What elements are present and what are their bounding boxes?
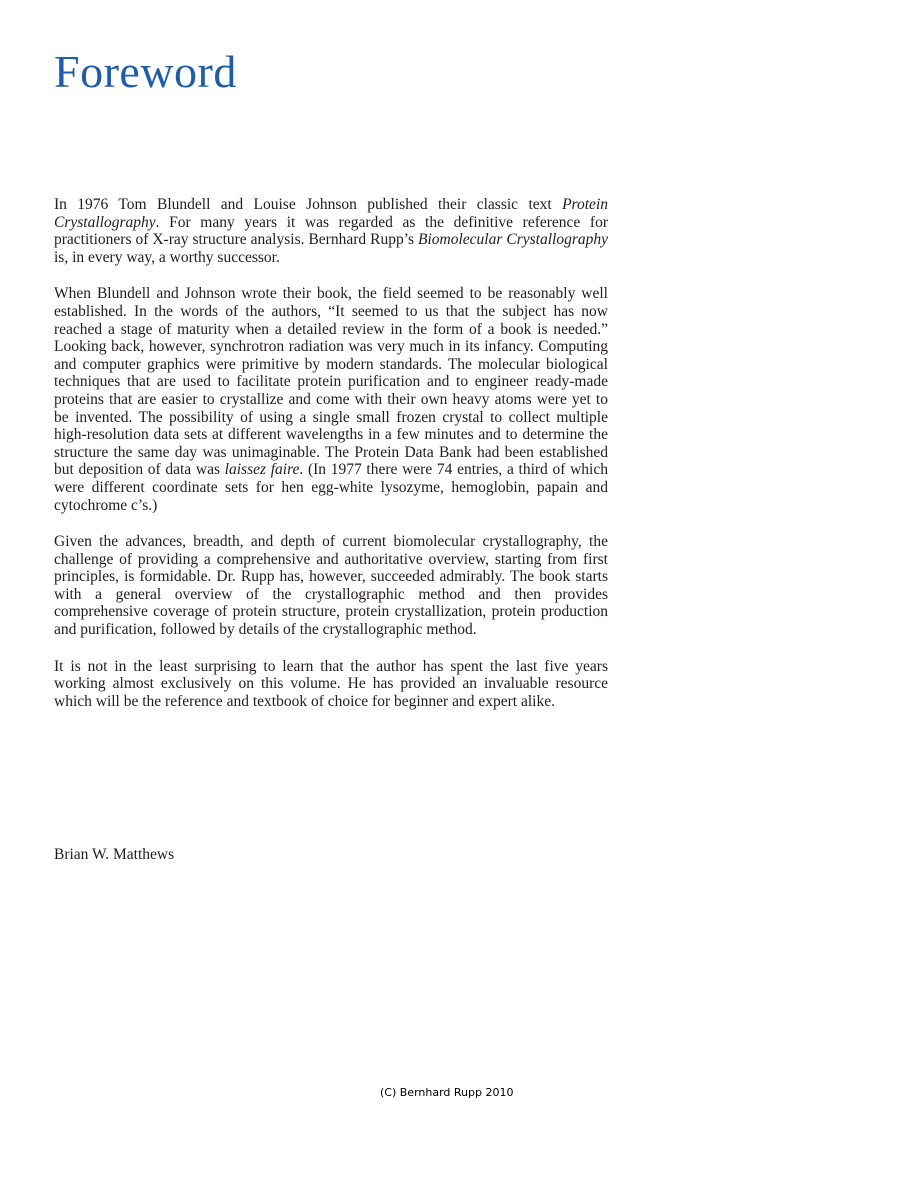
copyright-notice: (C) Bernhard Rupp 2010 bbox=[380, 1086, 514, 1099]
paragraph-1: In 1976 Tom Blundell and Louise Johnson published their classic text Protein Crystallography. For many years it was regarded as the definitive reference for practitioners of X-ray structure analysis. Bernhard Rupp’s Biomolecular Crystallography is, in every way, a worthy successor. bbox=[54, 196, 608, 266]
paragraph-3: Given the advances, breadth, and depth of current biomolecular crystallography, the challenge of providing a comprehensive and authoritative overview, starting from first principles, is formidable. Dr. Rupp has, however, succeeded admirably. The book starts with a general overview of the crystallographic method and then provides comprehensive coverage of protein structure, protein crystallization, protein production and purification, followed by details of the crystallographic method. bbox=[54, 533, 608, 639]
foreword-body bbox=[54, 196, 608, 729]
paragraph-2: When Blundell and Johnson wrote their book, the field seemed to be reasonably well established. In the words of the authors, “It seemed to us that the subject has now reached a stage of maturity when a detailed review in the form of a book is needed.” Looking back, however, synchrotron radiation was very much in its infancy. Computing and computer graphics were primitive by modern standards. The molecular biological techniques that are used to facilitate protein purification and to engineer ready-made proteins that are easier to crystallize and come with their own heavy atoms were yet to be invented. The possibility of using a single small frozen crystal to collect multiple high-resolution data sets at different wavelengths in a few minutes and to determine the structure the same day was unimaginable. The Protein Data Bank had been established but deposition of data was laissez faire. (In 1977 there were 74 entries, a third of which were different coordinate sets for hen egg-white lysozyme, hemoglobin, papain and cytochrome c’s.) bbox=[54, 285, 608, 514]
paragraph-4: It is not in the least surprising to learn that the author has spent the last five years working almost exclusively on this volume. He has provided an invaluable resource which will be the reference and textbook of choice for beginner and expert alike. bbox=[54, 657, 608, 710]
author-signature: Brian W. Matthews bbox=[54, 846, 175, 863]
page-title: Foreword bbox=[54, 46, 237, 97]
